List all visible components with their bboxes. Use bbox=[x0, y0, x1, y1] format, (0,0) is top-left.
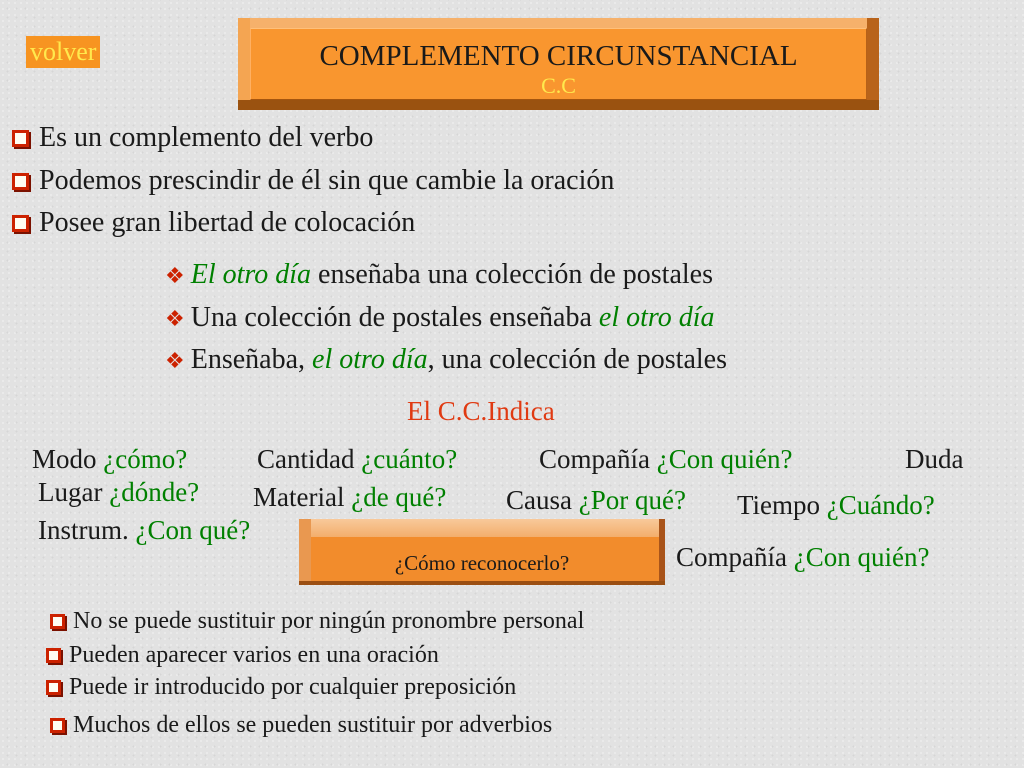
type-causa: Causa ¿Por qué? bbox=[506, 485, 686, 515]
example-item: ❖ Enseñaba, el otro día, una colección de postales bbox=[165, 344, 727, 375]
back-link[interactable]: volver bbox=[26, 36, 100, 68]
type-compania: Compañía ¿Con quién? bbox=[539, 444, 793, 474]
definition-item: Podemos prescindir de él sin que cambie la oración bbox=[12, 165, 614, 197]
type-modo: Modo ¿cómo? bbox=[32, 444, 188, 474]
definition-item: Es un complemento del verbo bbox=[12, 122, 373, 154]
checkbox-bullet-icon bbox=[50, 614, 65, 629]
type-duda: Duda bbox=[905, 444, 964, 474]
page-title: COMPLEMENTO CIRCUNSTANCIAL bbox=[319, 40, 798, 72]
recognition-item: Pueden aparecer varios en una oración bbox=[46, 642, 439, 669]
checkbox-bullet-icon bbox=[12, 130, 29, 147]
how-to-recognize-button[interactable] bbox=[299, 519, 665, 585]
type-material: Material ¿de qué? bbox=[253, 482, 447, 512]
recognition-item: No se puede sustituir por ningún pronombre personal bbox=[50, 608, 584, 635]
checkbox-bullet-icon bbox=[50, 718, 65, 733]
diamond-bullet-icon: ❖ bbox=[165, 263, 185, 288]
example-item: ❖ El otro día enseñaba una colección de postales bbox=[165, 259, 713, 290]
title-box bbox=[238, 18, 879, 110]
checkbox-bullet-icon bbox=[12, 173, 29, 190]
type-lugar: Lugar ¿dónde? bbox=[38, 477, 200, 507]
type-instrumento: Instrum. ¿Con qué? bbox=[38, 515, 251, 545]
diamond-bullet-icon: ❖ bbox=[165, 348, 185, 373]
type-compania-2: Compañía ¿Con quién? bbox=[676, 542, 930, 572]
checkbox-bullet-icon bbox=[12, 215, 29, 232]
how-to-recognize-label: ¿Cómo reconocerlo? bbox=[394, 551, 570, 575]
indicates-heading: El C.C.Indica bbox=[407, 396, 555, 426]
checkbox-bullet-icon bbox=[46, 680, 61, 695]
definition-item: Posee gran libertad de colocación bbox=[12, 207, 415, 239]
diamond-bullet-icon: ❖ bbox=[165, 306, 185, 331]
recognition-item: Muchos de ellos se pueden sustituir por adverbios bbox=[50, 712, 552, 739]
page-subtitle: C.C bbox=[541, 73, 576, 98]
type-tiempo: Tiempo ¿Cuándo? bbox=[737, 490, 935, 520]
checkbox-bullet-icon bbox=[46, 648, 61, 663]
recognition-item: Puede ir introducido por cualquier preposición bbox=[46, 674, 516, 701]
example-item: ❖ Una colección de postales enseñaba el otro día bbox=[165, 302, 715, 333]
type-cantidad: Cantidad ¿cuánto? bbox=[257, 444, 458, 474]
